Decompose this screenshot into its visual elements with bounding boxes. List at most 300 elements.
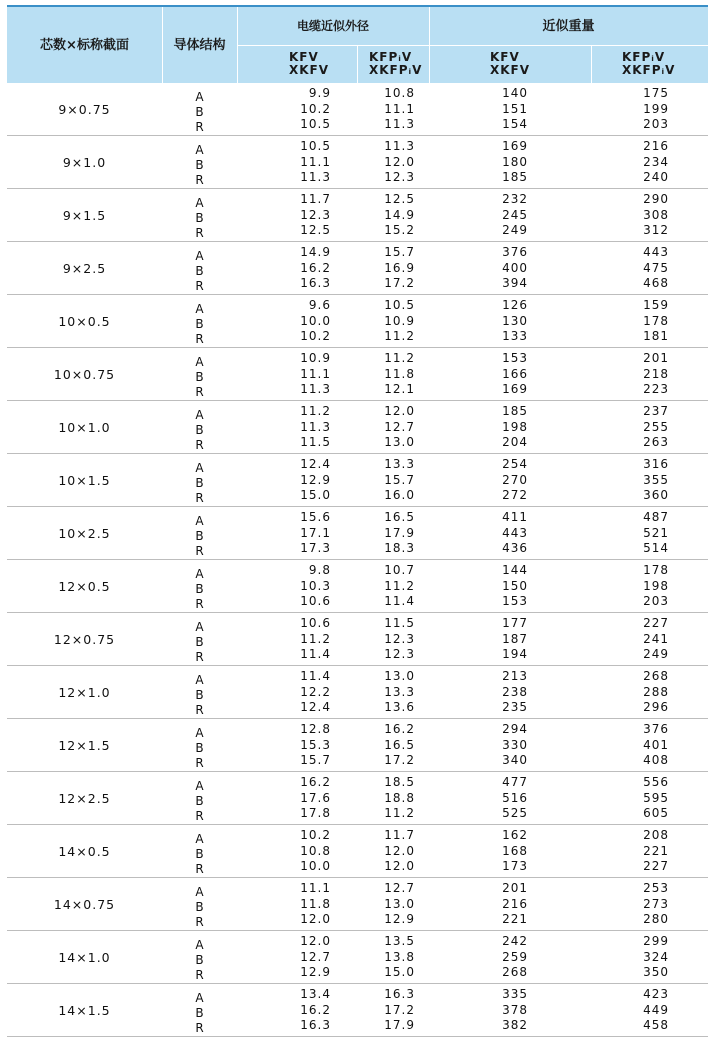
weight-kfv-value: 198 [502,419,528,434]
weight-kfv-cell [496,139,528,186]
weight-kfp-value: 221 [643,843,669,858]
diameter-kfv-value: 12.5 [300,223,331,237]
weight-kfv-value: 216 [502,896,528,911]
diameter-kfp-cell [373,616,415,663]
conductor-structure-value: R [195,385,205,399]
weight-kfv-cell [496,86,528,133]
conductor-structure-value: B [195,423,205,437]
weight-kfv-value: 153 [502,351,528,365]
conductor-structure-value: R [195,491,205,505]
weight-kfp-value: 255 [643,419,669,434]
weight-kfv-cell [496,298,528,345]
diameter-kfv-value: 10.3 [300,578,331,593]
weight-kfp-value: 216 [643,139,669,153]
cable-spec-table [7,5,708,1037]
weight-kfv-value: 213 [502,669,528,683]
weight-kfv-cell [496,192,528,239]
header-spec: 芯数×标称截面 [40,37,129,53]
weight-kfv-value: 126 [502,298,528,312]
weight-kfp-value: 299 [643,934,669,948]
diameter-kfv-value: 16.2 [300,1002,331,1017]
spec-cell: 9×1.5 [62,207,107,223]
diameter-kfv-value: 10.0 [300,313,331,328]
diameter-kfv-cell [291,139,331,186]
conductor-structure-value: B [195,847,205,861]
diameter-kfp-value: 18.5 [384,775,415,789]
diameter-kfp-value: 11.3 [384,139,415,153]
diameter-kfp-cell [373,669,415,716]
conductor-structure-value: A [195,620,205,634]
weight-kfv-value: 151 [502,101,528,116]
conductor-structure-cell [193,885,207,930]
diameter-kfp-value: 12.0 [384,404,415,418]
weight-kfv-cell [496,828,528,875]
weight-kfp-value: 198 [643,578,669,593]
weight-kfv-cell [496,245,528,292]
weight-kfp-cell [639,987,669,1034]
conductor-structure-value: B [195,900,205,914]
conductor-structure-cell [193,832,207,877]
weight-kfp-value: 475 [643,260,669,275]
diameter-kfp-value: 15.7 [384,245,415,259]
conductor-structure-value: B [195,211,205,225]
weight-kfv-cell [496,722,528,769]
diameter-kfv-value: 10.2 [300,329,331,343]
diameter-kfp-value: 17.2 [384,1002,415,1017]
weight-kfv-value: 378 [502,1002,528,1017]
weight-kfv-value: 330 [502,737,528,752]
diameter-kfp-value: 10.7 [384,563,415,577]
spec-cell: 10×1.0 [58,419,111,435]
diameter-kfv-value: 9.6 [308,298,331,312]
diameter-kfv-value: 13.4 [300,987,331,1001]
conductor-structure-value: B [195,317,205,331]
conductor-structure-value: B [195,1006,205,1020]
table-row [7,613,708,666]
diameter-kfp-value: 16.0 [384,488,415,502]
conductor-structure-value: A [195,991,205,1005]
weight-kfp-value: 308 [643,207,669,222]
diameter-kfp-cell [373,775,415,822]
diameter-kfp-value: 12.3 [384,170,415,184]
diameter-kfv-value: 16.3 [300,1018,331,1032]
conductor-structure-value: B [195,582,205,596]
conductor-structure-cell [193,779,207,824]
weight-kfp-value: 296 [643,700,669,714]
diameter-kfp-value: 16.5 [384,510,415,524]
table-row [7,878,708,931]
weight-kfv-value: 259 [502,949,528,964]
weight-kfp-value: 199 [643,101,669,116]
weight-kfp-cell [639,457,669,504]
weight-kfv-cell [496,934,528,981]
weight-kfp-value: 234 [643,154,669,169]
diameter-kfv-value: 12.9 [300,472,331,487]
weight-kfv-value: 204 [502,435,528,449]
diameter-kfv-value: 15.7 [300,753,331,767]
weight-kfp-cell [639,775,669,822]
conductor-structure-value: A [195,514,205,528]
diameter-kfp-value: 11.5 [384,616,415,630]
conductor-structure-value: B [195,794,205,808]
diameter-kfp-value: 13.3 [384,457,415,471]
table-row [7,984,708,1037]
conductor-structure-value: A [195,832,205,846]
weight-kfp-cell [639,563,669,610]
weight-kfp-cell [639,616,669,663]
weight-kfp-value: 203 [643,594,669,608]
conductor-structure-value: A [195,567,205,581]
weight-kfp-value: 449 [643,1002,669,1017]
weight-kfp-value: 159 [643,298,669,312]
conductor-structure-value: R [195,915,205,929]
diameter-kfv-value: 10.6 [300,616,331,630]
weight-kfv-value: 411 [502,510,528,524]
diameter-kfv-value: 15.6 [300,510,331,524]
weight-kfp-cell [639,722,669,769]
weight-kfv-value: 150 [502,578,528,593]
diameter-kfv-value: 11.5 [300,435,331,449]
conductor-structure-value: R [195,120,205,134]
header-divider [357,45,358,83]
conductor-structure-value: A [195,726,205,740]
header-diameter: 电缆近似外径 [296,18,369,33]
weight-kfv-value: 477 [502,775,528,789]
spec-cell: 14×1.0 [58,949,111,965]
diameter-kfv-cell [291,404,331,451]
weight-kfp-value: 316 [643,457,669,471]
diameter-kfv-value: 9.9 [308,86,331,100]
header-diameter-kfp: KFPᵢV XKFPᵢV [369,50,423,77]
weight-kfp-value: 521 [643,525,669,540]
diameter-kfv-cell [291,934,331,981]
weight-kfv-value: 400 [502,260,528,275]
weight-kfv-cell [496,510,528,557]
diameter-kfp-value: 17.9 [384,525,415,540]
conductor-structure-cell [193,726,207,771]
weight-kfv-value: 140 [502,86,528,100]
header-weight-kfv: KFV XKFV [490,50,531,77]
diameter-kfp-cell [373,987,415,1034]
weight-kfp-value: 208 [643,828,669,842]
diameter-kfp-value: 18.8 [384,790,415,805]
diameter-kfv-value: 10.5 [300,139,331,153]
weight-kfp-value: 487 [643,510,669,524]
weight-kfv-cell [496,457,528,504]
weight-kfv-value: 187 [502,631,528,646]
conductor-structure-value: B [195,688,205,702]
weight-kfv-value: 272 [502,488,528,502]
diameter-kfp-value: 12.9 [384,912,415,926]
diameter-kfv-cell [291,828,331,875]
weight-kfp-cell [639,192,669,239]
weight-kfp-cell [639,298,669,345]
diameter-kfv-value: 11.3 [300,382,331,396]
weight-kfp-value: 468 [643,276,669,290]
conductor-structure-value: R [195,703,205,717]
conductor-structure-value: R [195,968,205,982]
diameter-kfp-cell [373,722,415,769]
diameter-kfv-value: 12.0 [300,912,331,926]
spec-cell: 12×1.0 [58,684,111,700]
weight-kfv-value: 162 [502,828,528,842]
table-row [7,560,708,613]
conductor-structure-value: R [195,438,205,452]
conductor-structure-value: B [195,529,205,543]
diameter-kfv-cell [291,457,331,504]
weight-kfp-cell [639,139,669,186]
weight-kfv-value: 376 [502,245,528,259]
weight-kfp-value: 263 [643,435,669,449]
diameter-kfv-value: 15.3 [300,737,331,752]
weight-kfp-value: 312 [643,223,669,237]
conductor-structure-value: A [195,408,205,422]
diameter-kfv-cell [291,192,331,239]
diameter-kfp-cell [373,934,415,981]
diameter-kfv-cell [291,351,331,398]
weight-kfv-cell [496,351,528,398]
weight-kfp-cell [639,934,669,981]
weight-kfv-value: 270 [502,472,528,487]
spec-cell: 9×0.75 [58,101,111,117]
weight-kfv-value: 516 [502,790,528,805]
weight-kfv-value: 194 [502,647,528,661]
weight-kfv-value: 294 [502,722,528,736]
diameter-kfp-value: 12.0 [384,154,415,169]
diameter-kfp-value: 13.0 [384,896,415,911]
weight-kfp-value: 237 [643,404,669,418]
conductor-structure-value: B [195,635,205,649]
weight-kfv-value: 173 [502,859,528,873]
diameter-kfp-value: 11.4 [384,594,415,608]
weight-kfv-value: 443 [502,525,528,540]
weight-kfp-value: 288 [643,684,669,699]
diameter-kfv-value: 11.1 [300,154,331,169]
weight-kfp-value: 514 [643,541,669,555]
diameter-kfv-value: 16.3 [300,276,331,290]
table-row [7,83,708,136]
conductor-structure-value: B [195,476,205,490]
weight-kfv-value: 201 [502,881,528,895]
weight-kfv-value: 169 [502,382,528,396]
diameter-kfv-value: 17.1 [300,525,331,540]
diameter-kfv-value: 12.4 [300,457,331,471]
diameter-kfv-value: 11.2 [300,404,331,418]
weight-kfp-value: 595 [643,790,669,805]
diameter-kfp-value: 10.5 [384,298,415,312]
conductor-structure-cell [193,355,207,400]
weight-kfp-cell [639,510,669,557]
spec-cell: 12×1.5 [58,737,111,753]
weight-kfv-value: 254 [502,457,528,471]
weight-kfv-value: 340 [502,753,528,767]
conductor-structure-value: B [195,264,205,278]
weight-kfp-cell [639,351,669,398]
diameter-kfv-cell [291,563,331,610]
diameter-kfv-cell [291,987,331,1034]
weight-kfv-cell [496,404,528,451]
conductor-structure-cell [193,302,207,347]
diameter-kfv-value: 10.6 [300,594,331,608]
diameter-kfp-value: 12.1 [384,382,415,396]
weight-kfp-value: 227 [643,859,669,873]
conductor-structure-value: R [195,862,205,876]
table-row [7,401,708,454]
weight-kfv-value: 180 [502,154,528,169]
diameter-kfp-value: 12.3 [384,647,415,661]
header-structure: 导体结构 [173,37,226,53]
spec-cell: 14×0.75 [53,896,116,912]
diameter-kfv-cell [291,86,331,133]
conductor-structure-value: R [195,597,205,611]
spec-cell: 10×0.75 [53,366,116,382]
conductor-structure-cell [193,567,207,612]
weight-kfp-value: 280 [643,912,669,926]
weight-kfv-value: 166 [502,366,528,381]
diameter-kfv-value: 11.4 [300,669,331,683]
weight-kfv-value: 185 [502,170,528,184]
diameter-kfp-cell [373,510,415,557]
diameter-kfv-value: 12.0 [300,934,331,948]
diameter-kfp-value: 11.2 [384,578,415,593]
weight-kfv-value: 130 [502,313,528,328]
conductor-structure-cell [193,991,207,1036]
diameter-kfp-value: 10.8 [384,86,415,100]
diameter-kfp-cell [373,298,415,345]
weight-kfp-value: 201 [643,351,669,365]
conductor-structure-value: A [195,90,205,104]
weight-kfv-value: 268 [502,965,528,979]
conductor-structure-value: A [195,355,205,369]
diameter-kfv-value: 11.8 [300,896,331,911]
weight-kfp-value: 360 [643,488,669,502]
conductor-structure-value: B [195,953,205,967]
diameter-kfv-value: 16.2 [300,260,331,275]
conductor-structure-cell [193,938,207,983]
weight-kfp-value: 178 [643,563,669,577]
diameter-kfv-value: 11.1 [300,366,331,381]
diameter-kfp-value: 11.2 [384,351,415,365]
conductor-structure-cell [193,620,207,665]
diameter-kfv-cell [291,616,331,663]
conductor-structure-value: A [195,938,205,952]
diameter-kfv-value: 10.9 [300,351,331,365]
diameter-kfv-value: 12.9 [300,965,331,979]
weight-kfp-cell [639,86,669,133]
weight-kfp-value: 290 [643,192,669,206]
weight-kfp-value: 605 [643,806,669,820]
conductor-structure-cell [193,196,207,241]
diameter-kfv-value: 10.2 [300,101,331,116]
diameter-kfv-cell [291,510,331,557]
diameter-kfv-value: 12.4 [300,700,331,714]
table-row [7,454,708,507]
conductor-structure-value: R [195,279,205,293]
weight-kfp-value: 253 [643,881,669,895]
header-diameter-kfv: KFV XKFV [289,50,330,77]
diameter-kfv-value: 10.2 [300,828,331,842]
weight-kfv-value: 249 [502,223,528,237]
diameter-kfv-value: 10.5 [300,117,331,131]
diameter-kfp-cell [373,192,415,239]
diameter-kfp-value: 11.8 [384,366,415,381]
table-row [7,931,708,984]
diameter-kfv-value: 17.8 [300,806,331,820]
diameter-kfp-cell [373,828,415,875]
conductor-structure-value: A [195,302,205,316]
diameter-kfv-value: 14.9 [300,245,331,259]
conductor-structure-value: A [195,885,205,899]
diameter-kfp-value: 11.3 [384,117,415,131]
table-row [7,507,708,560]
table-row [7,666,708,719]
weight-kfp-value: 175 [643,86,669,100]
weight-kfp-value: 203 [643,117,669,131]
table-header [7,5,708,83]
weight-kfv-value: 153 [502,594,528,608]
header-weight: 近似重量 [542,18,595,34]
diameter-kfp-value: 13.6 [384,700,415,714]
conductor-structure-value: R [195,1021,205,1035]
spec-cell: 10×1.5 [58,472,111,488]
diameter-kfp-value: 13.8 [384,949,415,964]
diameter-kfp-value: 17.9 [384,1018,415,1032]
weight-kfv-cell [496,669,528,716]
diameter-kfp-value: 11.2 [384,806,415,820]
weight-kfv-value: 154 [502,117,528,131]
diameter-kfp-value: 12.7 [384,419,415,434]
weight-kfv-value: 525 [502,806,528,820]
weight-kfv-value: 335 [502,987,528,1001]
weight-kfv-value: 144 [502,563,528,577]
weight-kfv-value: 168 [502,843,528,858]
diameter-kfv-value: 11.7 [300,192,331,206]
weight-kfv-value: 394 [502,276,528,290]
diameter-kfv-cell [291,775,331,822]
weight-kfv-cell [496,881,528,928]
weight-kfp-cell [639,828,669,875]
weight-kfp-value: 376 [643,722,669,736]
weight-kfp-value: 401 [643,737,669,752]
diameter-kfv-value: 17.3 [300,541,331,555]
spec-cell: 10×2.5 [58,525,111,541]
diameter-kfp-cell [373,139,415,186]
diameter-kfp-value: 15.2 [384,223,415,237]
weight-kfv-value: 232 [502,192,528,206]
conductor-structure-value: R [195,226,205,240]
conductor-structure-value: R [195,544,205,558]
weight-kfv-value: 133 [502,329,528,343]
weight-kfp-cell [639,404,669,451]
weight-kfv-cell [496,563,528,610]
weight-kfv-value: 185 [502,404,528,418]
spec-cell: 12×2.5 [58,790,111,806]
weight-kfp-value: 181 [643,329,669,343]
diameter-kfp-cell [373,457,415,504]
weight-kfp-value: 227 [643,616,669,630]
conductor-structure-value: B [195,741,205,755]
conductor-structure-value: A [195,673,205,687]
diameter-kfv-cell [291,669,331,716]
weight-kfv-value: 242 [502,934,528,948]
spec-cell: 9×1.0 [62,154,107,170]
diameter-kfp-cell [373,351,415,398]
weight-kfp-cell [639,245,669,292]
diameter-kfv-value: 15.0 [300,488,331,502]
diameter-kfv-cell [291,722,331,769]
conductor-structure-value: R [195,650,205,664]
table-row [7,242,708,295]
